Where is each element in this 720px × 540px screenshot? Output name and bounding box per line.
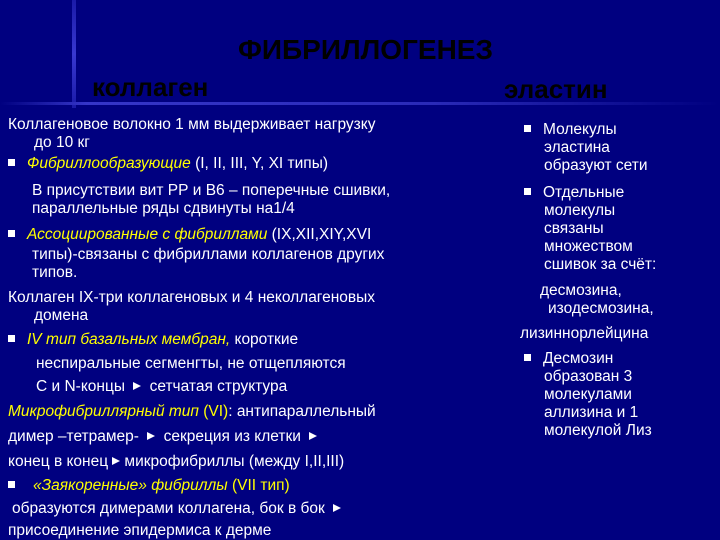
- bullet-icon: [524, 354, 531, 361]
- slide-title: ФИБРИЛЛОГЕНЕЗ: [238, 34, 494, 65]
- text-line: связаны: [544, 220, 604, 237]
- list-item: [524, 350, 613, 368]
- text-line: [12, 500, 345, 518]
- text-segment: Молекулы: [543, 121, 617, 138]
- text-line: [8, 428, 321, 446]
- text-line: молекулой Лиз: [544, 422, 652, 439]
- highlight-text: Фибриллообразующие: [27, 155, 196, 172]
- highlight-text: «Заякоренные» фибриллы: [33, 477, 232, 494]
- text-segment: Десмозин: [543, 350, 614, 367]
- text-line: Коллаген IX-три коллагеновых и 4 неколлагеновых: [8, 289, 376, 306]
- highlight-text: (VII тип): [231, 477, 290, 494]
- bullet-icon: [8, 335, 15, 342]
- text-line: [8, 403, 376, 421]
- text-line: [36, 378, 287, 396]
- text-segment: короткие: [234, 331, 299, 348]
- arrow-right-icon: [333, 504, 341, 512]
- text-segment: (I, II, III, Y, XI типы): [195, 155, 328, 172]
- text-segment: сетчатая структура: [145, 378, 288, 395]
- list-item: [8, 477, 290, 495]
- bullet-icon: [524, 188, 531, 195]
- text-segment: : антипараллельный: [228, 403, 376, 420]
- list-item: [524, 184, 624, 202]
- highlight-text: (VI): [203, 403, 229, 420]
- text-line: эластина: [544, 139, 610, 156]
- text-line: образуют сети: [544, 157, 648, 174]
- subtitle-collagen: коллаген: [92, 72, 209, 102]
- text-line: молекулами: [544, 386, 632, 403]
- subtitle-elastin: эластин: [504, 74, 608, 104]
- text-segment: (IX,XII,XIY,XVI: [271, 226, 372, 243]
- list-item: [8, 331, 298, 349]
- text-segment: образуются димерами коллагена, бок в бок: [12, 500, 330, 517]
- text-segment: конец в конец: [8, 453, 113, 470]
- text-line: до 10 кг: [34, 134, 90, 151]
- bullet-icon: [8, 230, 15, 237]
- text-line: [8, 453, 344, 471]
- text-line: домена: [34, 307, 89, 324]
- text-line: В присутствии вит РР и В6 – поперечные сшивки,: [32, 182, 391, 199]
- text-line: десмозина,: [540, 282, 622, 299]
- bullet-icon: [8, 159, 15, 166]
- text-line: Коллагеновое волокно 1 мм выдерживает нагрузку: [8, 116, 376, 133]
- bullet-icon: [524, 125, 531, 132]
- text-line: изодесмозина,: [548, 300, 654, 317]
- highlight-text: Микрофибриллярный тип: [8, 403, 204, 420]
- text-segment: димер –тетрамер-: [8, 428, 144, 445]
- text-line: присоединение эпидермиса к дерме: [8, 522, 272, 539]
- text-line: множеством: [544, 238, 633, 255]
- text-line: молекулы: [544, 202, 616, 219]
- text-line: сшивок за счёт:: [544, 256, 657, 273]
- highlight-text: IV тип базальных мембран,: [27, 331, 235, 348]
- text-segment: секреция из клетки: [159, 428, 306, 445]
- decorative-vertical-bar: [72, 0, 76, 108]
- text-line: аллизина и 1: [544, 404, 639, 421]
- arrow-right-icon: [147, 432, 155, 440]
- arrow-right-icon: [112, 457, 120, 465]
- list-item: [8, 226, 371, 244]
- text-segment: микрофибриллы (между I,II,III): [124, 453, 345, 470]
- text-line: типы)-связаны с фибриллами коллагенов других: [32, 246, 385, 263]
- arrow-right-icon: [133, 382, 141, 390]
- text-line: лизиннорлейцина: [520, 325, 649, 342]
- text-segment: С и N-концы: [36, 378, 130, 395]
- text-line: типов.: [32, 264, 78, 281]
- text-line: образован 3: [544, 368, 633, 385]
- arrow-right-icon: [309, 432, 317, 440]
- list-item: [524, 121, 617, 139]
- text-line: параллельные ряды сдвинуты на1/4: [32, 200, 295, 217]
- bullet-icon: [8, 481, 15, 488]
- text-segment: Отдельные: [543, 184, 625, 201]
- highlight-text: Ассоциированные с фибриллами: [27, 226, 272, 243]
- list-item: [8, 155, 328, 173]
- text-line: неспиральные сегменгты, не отщепляются: [36, 355, 346, 372]
